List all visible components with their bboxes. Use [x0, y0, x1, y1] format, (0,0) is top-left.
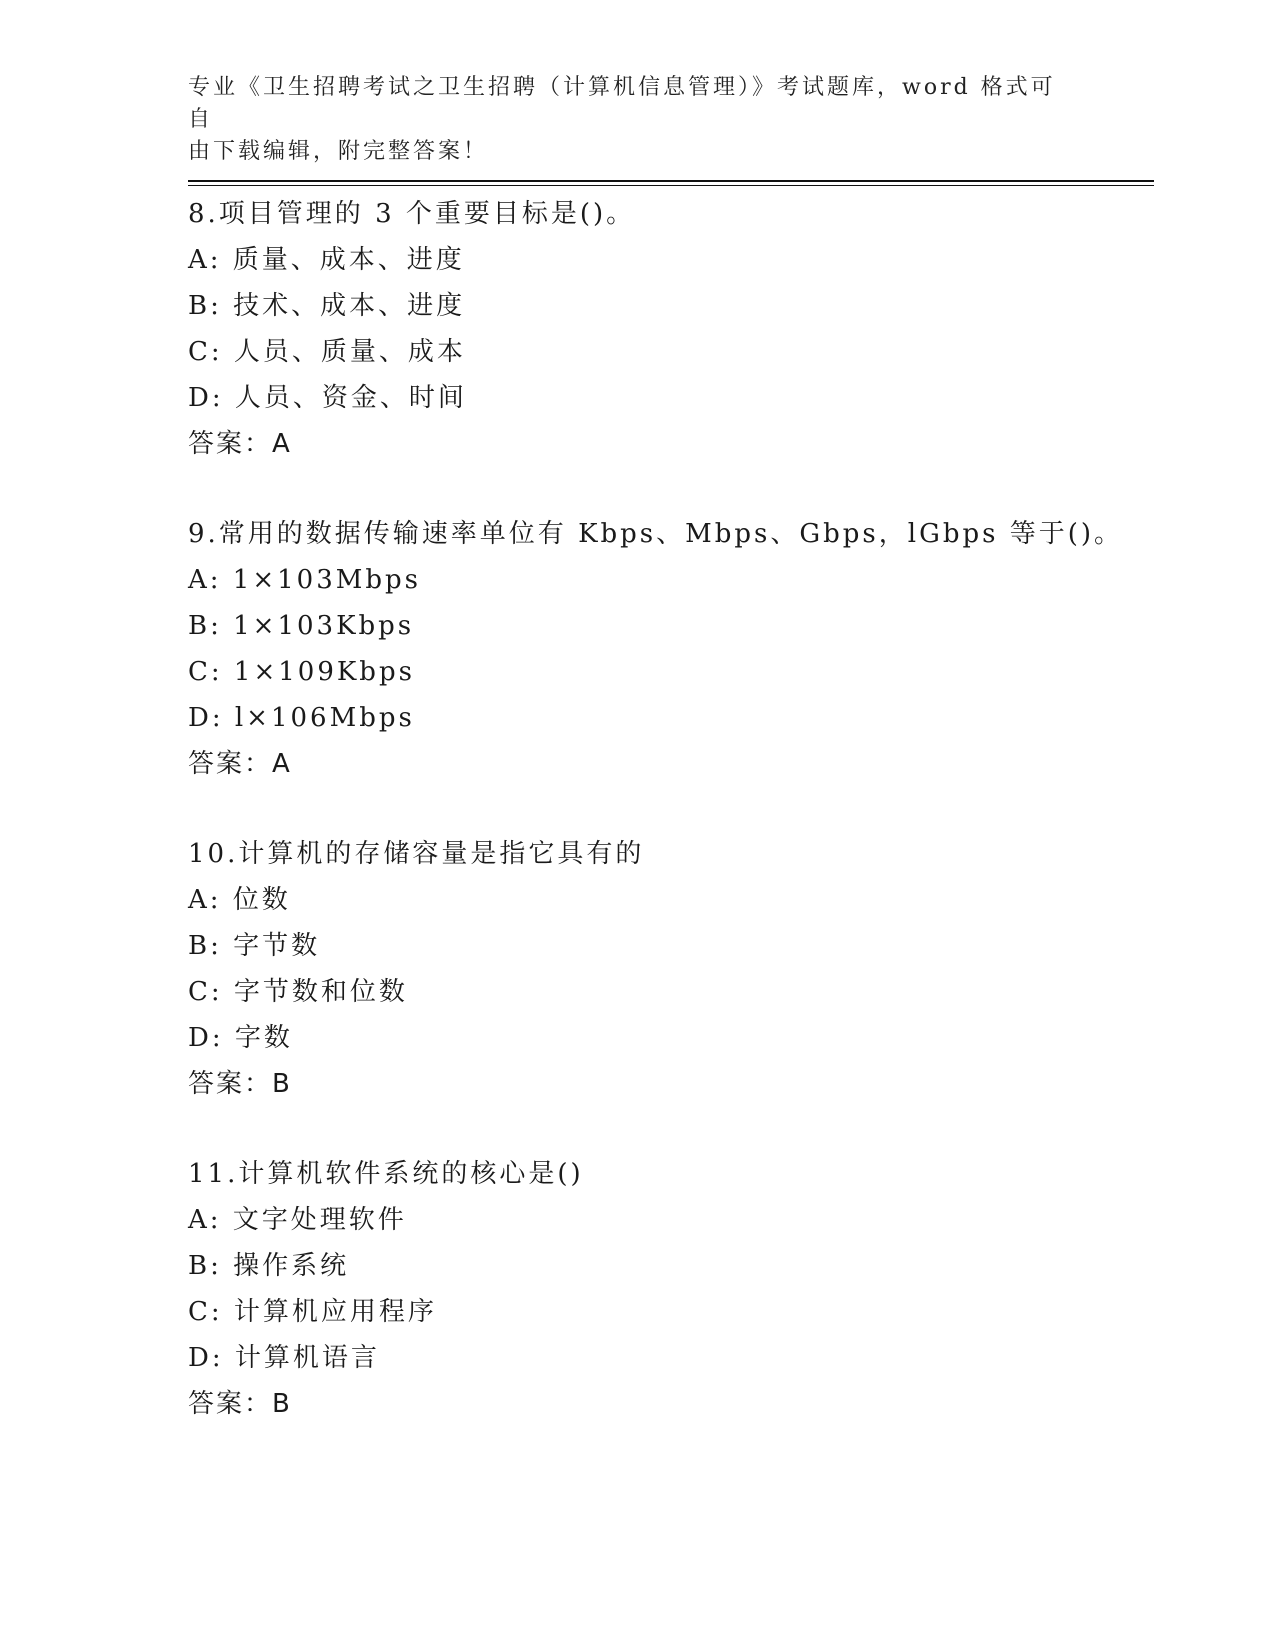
- answer-label: 答案：A: [188, 749, 292, 779]
- question-stem: 11.计算机软件系统的核心是(): [188, 1159, 584, 1189]
- question-9: [188, 511, 1148, 787]
- option-b: B: 操作系统: [188, 1251, 350, 1281]
- option-d: D: 字数: [188, 1023, 293, 1053]
- header-line-1: 专业《卫生招聘考试之卫生招聘（计算机信息管理）》考试题库，word 格式可自: [188, 75, 1056, 132]
- header-divider-thin: [188, 185, 1154, 186]
- option-a: A: 位数: [188, 885, 291, 915]
- option-b: B: 1×103Kbps: [188, 611, 415, 641]
- option-c: C: 1×109Kbps: [188, 657, 415, 687]
- answer-label: 答案：B: [188, 1389, 292, 1419]
- option-a: A: 质量、成本、进度: [188, 245, 465, 275]
- option-a: A: 1×103Mbps: [188, 565, 422, 595]
- option-c: C: 字节数和位数: [188, 977, 408, 1007]
- question-11: [188, 1151, 1148, 1427]
- question-list: [188, 191, 1148, 1471]
- option-d: D: l×106Mbps: [188, 703, 415, 733]
- header-divider-thick: [188, 180, 1154, 182]
- question-8: [188, 191, 1148, 467]
- option-d: D: 人员、资金、时间: [188, 383, 467, 413]
- option-b: B: 字节数: [188, 931, 321, 961]
- option-b: B: 技术、成本、进度: [188, 291, 466, 321]
- question-stem: 9.常用的数据传输速率单位有 Kbps、Mbps、Gbps，lGbps 等于()。: [188, 519, 1124, 549]
- header-line-2: 由下载编辑，附完整答案！: [188, 139, 489, 164]
- option-d: D: 计算机语言: [188, 1343, 380, 1373]
- document-header: [188, 72, 1068, 168]
- option-a: A: 文字处理软件: [188, 1205, 407, 1235]
- option-c: C: 计算机应用程序: [188, 1297, 437, 1327]
- question-stem: 10.计算机的存储容量是指它具有的: [188, 839, 645, 869]
- answer-label: 答案：B: [188, 1069, 292, 1099]
- question-10: [188, 831, 1148, 1107]
- question-stem: 8.项目管理的 3 个重要目标是()。: [188, 199, 636, 229]
- answer-label: 答案：A: [188, 429, 292, 459]
- option-c: C: 人员、质量、成本: [188, 337, 466, 367]
